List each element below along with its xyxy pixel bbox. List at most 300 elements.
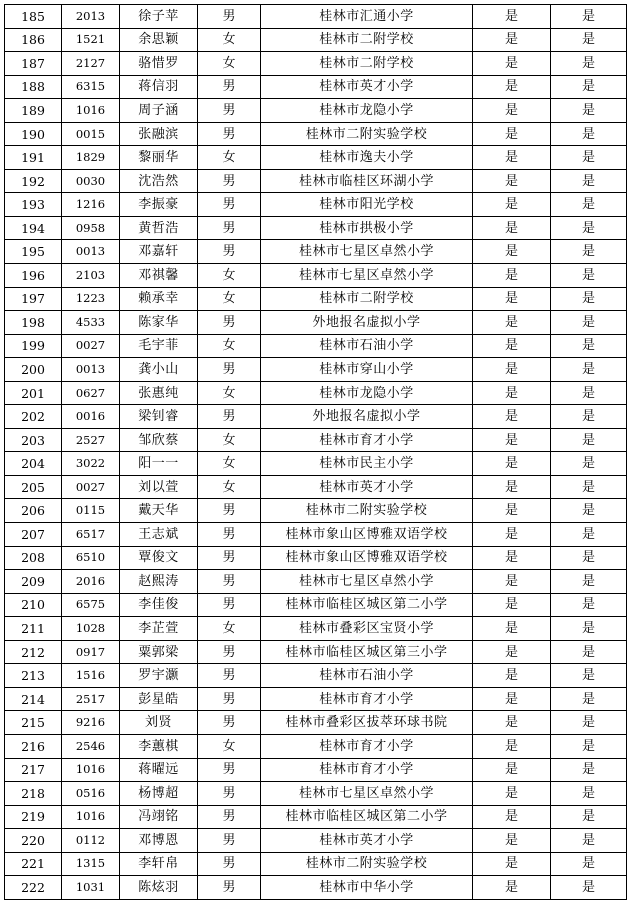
flag-two-cell: 是 — [551, 52, 627, 76]
student-name-cell: 粟郭梁 — [120, 640, 198, 664]
flag-two-cell: 是 — [551, 264, 627, 288]
flag-one-cell: 是 — [473, 52, 551, 76]
gender-cell: 女 — [198, 475, 261, 499]
student-name-cell: 彭星皓 — [120, 687, 198, 711]
gender-cell: 男 — [198, 216, 261, 240]
flag-one-cell: 是 — [473, 475, 551, 499]
student-id-cell: 2517 — [62, 687, 120, 711]
student-name-cell: 邓博恩 — [120, 829, 198, 853]
table-row — [5, 452, 627, 476]
school-cell: 桂林市叠彩区拔萃环球书院 — [261, 711, 473, 735]
student-name-cell: 黎丽华 — [120, 146, 198, 170]
student-id-cell: 1031 — [62, 876, 120, 900]
flag-one-cell: 是 — [473, 311, 551, 335]
school-cell: 桂林市穿山小学 — [261, 358, 473, 382]
flag-one-cell: 是 — [473, 169, 551, 193]
student-id-cell: 0027 — [62, 475, 120, 499]
serial-number-cell: 187 — [5, 52, 62, 76]
gender-cell: 女 — [198, 264, 261, 288]
student-id-cell: 1028 — [62, 617, 120, 641]
gender-cell: 女 — [198, 334, 261, 358]
flag-one-cell: 是 — [473, 758, 551, 782]
student-name-cell: 邹欣蔡 — [120, 428, 198, 452]
serial-number-cell: 203 — [5, 428, 62, 452]
flag-one-cell: 是 — [473, 428, 551, 452]
table-row — [5, 169, 627, 193]
student-id-cell: 0013 — [62, 240, 120, 264]
student-id-cell: 0917 — [62, 640, 120, 664]
gender-cell: 男 — [198, 311, 261, 335]
flag-one-cell: 是 — [473, 240, 551, 264]
gender-cell: 女 — [198, 617, 261, 641]
table-row — [5, 852, 627, 876]
flag-two-cell: 是 — [551, 216, 627, 240]
student-name-cell: 张融滨 — [120, 122, 198, 146]
flag-one-cell: 是 — [473, 852, 551, 876]
table-row — [5, 311, 627, 335]
student-id-cell: 0516 — [62, 782, 120, 806]
student-id-cell: 6510 — [62, 546, 120, 570]
flag-two-cell: 是 — [551, 146, 627, 170]
gender-cell: 男 — [198, 122, 261, 146]
serial-number-cell: 192 — [5, 169, 62, 193]
gender-cell: 男 — [198, 711, 261, 735]
school-cell: 桂林市石油小学 — [261, 334, 473, 358]
student-name-cell: 赖承幸 — [120, 287, 198, 311]
gender-cell: 男 — [198, 358, 261, 382]
flag-two-cell: 是 — [551, 5, 627, 29]
school-cell: 桂林市二附实验学校 — [261, 852, 473, 876]
flag-one-cell: 是 — [473, 876, 551, 900]
student-name-cell: 阳一一 — [120, 452, 198, 476]
table-row — [5, 499, 627, 523]
flag-two-cell: 是 — [551, 687, 627, 711]
student-name-cell: 李轩帛 — [120, 852, 198, 876]
serial-number-cell: 199 — [5, 334, 62, 358]
gender-cell: 男 — [198, 664, 261, 688]
serial-number-cell: 200 — [5, 358, 62, 382]
serial-number-cell: 222 — [5, 876, 62, 900]
school-cell: 桂林市逸夫小学 — [261, 146, 473, 170]
flag-two-cell: 是 — [551, 664, 627, 688]
gender-cell: 女 — [198, 734, 261, 758]
student-id-cell: 1216 — [62, 193, 120, 217]
school-cell: 桂林市育才小学 — [261, 428, 473, 452]
gender-cell: 女 — [198, 146, 261, 170]
gender-cell: 女 — [198, 28, 261, 52]
table-row — [5, 734, 627, 758]
flag-two-cell: 是 — [551, 782, 627, 806]
table-row — [5, 640, 627, 664]
student-name-cell: 罗宇灏 — [120, 664, 198, 688]
flag-two-cell: 是 — [551, 570, 627, 594]
student-id-cell: 1829 — [62, 146, 120, 170]
flag-two-cell: 是 — [551, 381, 627, 405]
serial-number-cell: 191 — [5, 146, 62, 170]
serial-number-cell: 197 — [5, 287, 62, 311]
flag-two-cell: 是 — [551, 405, 627, 429]
student-id-cell: 0013 — [62, 358, 120, 382]
gender-cell: 男 — [198, 240, 261, 264]
student-name-cell: 沈浩然 — [120, 169, 198, 193]
student-id-cell: 1016 — [62, 805, 120, 829]
flag-one-cell: 是 — [473, 782, 551, 806]
student-name-cell: 邓祺馨 — [120, 264, 198, 288]
table-row — [5, 264, 627, 288]
serial-number-cell: 194 — [5, 216, 62, 240]
table-row — [5, 428, 627, 452]
school-cell: 桂林市石油小学 — [261, 664, 473, 688]
student-name-cell: 蒋曜远 — [120, 758, 198, 782]
table-row — [5, 334, 627, 358]
table-row — [5, 52, 627, 76]
gender-cell: 女 — [198, 287, 261, 311]
flag-two-cell: 是 — [551, 334, 627, 358]
student-name-cell: 李振豪 — [120, 193, 198, 217]
student-id-cell: 1223 — [62, 287, 120, 311]
serial-number-cell: 205 — [5, 475, 62, 499]
serial-number-cell: 188 — [5, 75, 62, 99]
table-row — [5, 876, 627, 900]
serial-number-cell: 202 — [5, 405, 62, 429]
student-id-cell: 0027 — [62, 334, 120, 358]
table-row — [5, 687, 627, 711]
student-id-cell: 2546 — [62, 734, 120, 758]
flag-two-cell: 是 — [551, 758, 627, 782]
student-name-cell: 刘以萱 — [120, 475, 198, 499]
flag-one-cell: 是 — [473, 358, 551, 382]
flag-one-cell: 是 — [473, 334, 551, 358]
flag-one-cell: 是 — [473, 193, 551, 217]
student-name-cell: 李蕙棋 — [120, 734, 198, 758]
school-cell: 桂林市临桂区城区第二小学 — [261, 593, 473, 617]
student-name-cell: 周子涵 — [120, 99, 198, 123]
flag-two-cell: 是 — [551, 287, 627, 311]
table-row — [5, 805, 627, 829]
table-body — [5, 5, 627, 900]
gender-cell: 男 — [198, 169, 261, 193]
serial-number-cell: 186 — [5, 28, 62, 52]
gender-cell: 男 — [198, 5, 261, 29]
flag-two-cell: 是 — [551, 805, 627, 829]
school-cell: 桂林市汇通小学 — [261, 5, 473, 29]
school-cell: 外地报名虚拟小学 — [261, 405, 473, 429]
student-name-cell: 陈家华 — [120, 311, 198, 335]
flag-one-cell: 是 — [473, 734, 551, 758]
serial-number-cell: 189 — [5, 99, 62, 123]
serial-number-cell: 221 — [5, 852, 62, 876]
flag-two-cell: 是 — [551, 876, 627, 900]
student-id-cell: 4533 — [62, 311, 120, 335]
gender-cell: 女 — [198, 428, 261, 452]
student-name-cell: 王志斌 — [120, 523, 198, 547]
school-cell: 桂林市象山区博雅双语学校 — [261, 523, 473, 547]
gender-cell: 男 — [198, 523, 261, 547]
table-row — [5, 593, 627, 617]
student-name-cell: 冯翊铭 — [120, 805, 198, 829]
student-name-cell: 杨博超 — [120, 782, 198, 806]
gender-cell: 男 — [198, 758, 261, 782]
student-id-cell: 1521 — [62, 28, 120, 52]
student-name-cell: 覃俊文 — [120, 546, 198, 570]
school-cell: 桂林市二附实验学校 — [261, 499, 473, 523]
student-list-table — [4, 4, 627, 900]
serial-number-cell: 212 — [5, 640, 62, 664]
school-cell: 桂林市龙隐小学 — [261, 99, 473, 123]
student-id-cell: 2527 — [62, 428, 120, 452]
gender-cell: 男 — [198, 876, 261, 900]
gender-cell: 男 — [198, 852, 261, 876]
serial-number-cell: 195 — [5, 240, 62, 264]
student-id-cell: 2127 — [62, 52, 120, 76]
student-name-cell: 蒋信羽 — [120, 75, 198, 99]
gender-cell: 男 — [198, 570, 261, 594]
school-cell: 桂林市英才小学 — [261, 829, 473, 853]
table-row — [5, 475, 627, 499]
flag-two-cell: 是 — [551, 311, 627, 335]
flag-one-cell: 是 — [473, 523, 551, 547]
flag-one-cell: 是 — [473, 264, 551, 288]
school-cell: 桂林市七星区卓然小学 — [261, 782, 473, 806]
student-id-cell: 0030 — [62, 169, 120, 193]
student-name-cell: 黄哲浩 — [120, 216, 198, 240]
school-cell: 桂林市七星区卓然小学 — [261, 264, 473, 288]
gender-cell: 女 — [198, 381, 261, 405]
gender-cell: 男 — [198, 782, 261, 806]
table-row — [5, 193, 627, 217]
flag-two-cell: 是 — [551, 169, 627, 193]
student-id-cell: 0016 — [62, 405, 120, 429]
gender-cell: 男 — [198, 499, 261, 523]
table-row — [5, 358, 627, 382]
school-cell: 桂林市育才小学 — [261, 734, 473, 758]
flag-two-cell: 是 — [551, 122, 627, 146]
flag-one-cell: 是 — [473, 499, 551, 523]
flag-one-cell: 是 — [473, 5, 551, 29]
flag-one-cell: 是 — [473, 216, 551, 240]
school-cell: 桂林市二附学校 — [261, 52, 473, 76]
gender-cell: 男 — [198, 593, 261, 617]
flag-one-cell: 是 — [473, 99, 551, 123]
gender-cell: 男 — [198, 805, 261, 829]
table-row — [5, 122, 627, 146]
flag-one-cell: 是 — [473, 405, 551, 429]
flag-one-cell: 是 — [473, 711, 551, 735]
student-id-cell: 6315 — [62, 75, 120, 99]
serial-number-cell: 213 — [5, 664, 62, 688]
school-cell: 桂林市英才小学 — [261, 475, 473, 499]
flag-two-cell: 是 — [551, 28, 627, 52]
student-id-cell: 1016 — [62, 758, 120, 782]
student-id-cell: 0015 — [62, 122, 120, 146]
student-name-cell: 张惠纯 — [120, 381, 198, 405]
flag-one-cell: 是 — [473, 381, 551, 405]
flag-two-cell: 是 — [551, 617, 627, 641]
flag-one-cell: 是 — [473, 75, 551, 99]
flag-one-cell: 是 — [473, 640, 551, 664]
serial-number-cell: 208 — [5, 546, 62, 570]
flag-two-cell: 是 — [551, 475, 627, 499]
student-name-cell: 李芷萱 — [120, 617, 198, 641]
serial-number-cell: 190 — [5, 122, 62, 146]
gender-cell: 男 — [198, 640, 261, 664]
student-id-cell: 1315 — [62, 852, 120, 876]
flag-two-cell: 是 — [551, 711, 627, 735]
flag-two-cell: 是 — [551, 452, 627, 476]
school-cell: 桂林市二附学校 — [261, 287, 473, 311]
gender-cell: 男 — [198, 75, 261, 99]
flag-one-cell: 是 — [473, 687, 551, 711]
student-id-cell: 9216 — [62, 711, 120, 735]
school-cell: 桂林市临桂区环湖小学 — [261, 169, 473, 193]
table-row — [5, 782, 627, 806]
table-row — [5, 240, 627, 264]
flag-one-cell: 是 — [473, 287, 551, 311]
school-cell: 桂林市育才小学 — [261, 687, 473, 711]
table-row — [5, 28, 627, 52]
flag-two-cell: 是 — [551, 193, 627, 217]
table-row — [5, 664, 627, 688]
flag-two-cell: 是 — [551, 640, 627, 664]
gender-cell: 男 — [198, 687, 261, 711]
school-cell: 桂林市临桂区城区第三小学 — [261, 640, 473, 664]
school-cell: 桂林市七星区卓然小学 — [261, 240, 473, 264]
flag-one-cell: 是 — [473, 122, 551, 146]
school-cell: 桂林市英才小学 — [261, 75, 473, 99]
serial-number-cell: 214 — [5, 687, 62, 711]
serial-number-cell: 185 — [5, 5, 62, 29]
serial-number-cell: 218 — [5, 782, 62, 806]
school-cell: 桂林市龙隐小学 — [261, 381, 473, 405]
flag-two-cell: 是 — [551, 240, 627, 264]
school-cell: 桂林市民主小学 — [261, 452, 473, 476]
table-row — [5, 5, 627, 29]
table-row — [5, 216, 627, 240]
school-cell: 桂林市中华小学 — [261, 876, 473, 900]
student-id-cell: 2013 — [62, 5, 120, 29]
table-row — [5, 758, 627, 782]
gender-cell: 男 — [198, 546, 261, 570]
school-cell: 桂林市二附学校 — [261, 28, 473, 52]
flag-one-cell: 是 — [473, 570, 551, 594]
flag-one-cell: 是 — [473, 146, 551, 170]
student-id-cell: 0115 — [62, 499, 120, 523]
student-name-cell: 龚小山 — [120, 358, 198, 382]
serial-number-cell: 204 — [5, 452, 62, 476]
flag-one-cell: 是 — [473, 593, 551, 617]
serial-number-cell: 211 — [5, 617, 62, 641]
school-cell: 桂林市育才小学 — [261, 758, 473, 782]
flag-two-cell: 是 — [551, 428, 627, 452]
student-id-cell: 0112 — [62, 829, 120, 853]
student-id-cell: 6517 — [62, 523, 120, 547]
student-id-cell: 3022 — [62, 452, 120, 476]
serial-number-cell: 201 — [5, 381, 62, 405]
serial-number-cell: 219 — [5, 805, 62, 829]
table-row — [5, 711, 627, 735]
serial-number-cell: 210 — [5, 593, 62, 617]
school-cell: 桂林市阳光学校 — [261, 193, 473, 217]
table-row — [5, 381, 627, 405]
student-id-cell: 1016 — [62, 99, 120, 123]
student-id-cell: 0958 — [62, 216, 120, 240]
serial-number-cell: 216 — [5, 734, 62, 758]
serial-number-cell: 215 — [5, 711, 62, 735]
table-row — [5, 617, 627, 641]
gender-cell: 男 — [198, 99, 261, 123]
student-name-cell: 梁钊睿 — [120, 405, 198, 429]
flag-two-cell: 是 — [551, 593, 627, 617]
serial-number-cell: 207 — [5, 523, 62, 547]
student-name-cell: 徐子苹 — [120, 5, 198, 29]
school-cell: 桂林市临桂区城区第二小学 — [261, 805, 473, 829]
flag-one-cell: 是 — [473, 829, 551, 853]
flag-two-cell: 是 — [551, 99, 627, 123]
student-name-cell: 余思颖 — [120, 28, 198, 52]
flag-one-cell: 是 — [473, 805, 551, 829]
serial-number-cell: 198 — [5, 311, 62, 335]
student-name-cell: 骆惜罗 — [120, 52, 198, 76]
student-id-cell: 2016 — [62, 570, 120, 594]
table-row — [5, 523, 627, 547]
flag-one-cell: 是 — [473, 546, 551, 570]
student-name-cell: 赵熙涛 — [120, 570, 198, 594]
flag-two-cell: 是 — [551, 523, 627, 547]
student-name-cell: 戴天华 — [120, 499, 198, 523]
flag-two-cell: 是 — [551, 358, 627, 382]
serial-number-cell: 196 — [5, 264, 62, 288]
student-name-cell: 李佳俊 — [120, 593, 198, 617]
flag-two-cell: 是 — [551, 75, 627, 99]
gender-cell: 女 — [198, 452, 261, 476]
school-cell: 桂林市象山区博雅双语学校 — [261, 546, 473, 570]
gender-cell: 男 — [198, 829, 261, 853]
student-id-cell: 1516 — [62, 664, 120, 688]
table-row — [5, 146, 627, 170]
serial-number-cell: 209 — [5, 570, 62, 594]
flag-one-cell: 是 — [473, 28, 551, 52]
table-row — [5, 75, 627, 99]
flag-one-cell: 是 — [473, 452, 551, 476]
flag-two-cell: 是 — [551, 499, 627, 523]
student-name-cell: 邓嘉轩 — [120, 240, 198, 264]
student-name-cell: 陈炫羽 — [120, 876, 198, 900]
table-row — [5, 99, 627, 123]
school-cell: 桂林市二附实验学校 — [261, 122, 473, 146]
flag-one-cell: 是 — [473, 664, 551, 688]
school-cell: 外地报名虚拟小学 — [261, 311, 473, 335]
school-cell: 桂林市七星区卓然小学 — [261, 570, 473, 594]
flag-two-cell: 是 — [551, 829, 627, 853]
table-row — [5, 829, 627, 853]
table-row — [5, 405, 627, 429]
student-name-cell: 毛宇菲 — [120, 334, 198, 358]
student-name-cell: 刘贤 — [120, 711, 198, 735]
student-id-cell: 0627 — [62, 381, 120, 405]
school-cell: 桂林市叠彩区宝贤小学 — [261, 617, 473, 641]
serial-number-cell: 206 — [5, 499, 62, 523]
flag-two-cell: 是 — [551, 852, 627, 876]
student-id-cell: 2103 — [62, 264, 120, 288]
gender-cell: 女 — [198, 52, 261, 76]
gender-cell: 男 — [198, 405, 261, 429]
gender-cell: 男 — [198, 193, 261, 217]
table-row — [5, 570, 627, 594]
serial-number-cell: 193 — [5, 193, 62, 217]
flag-one-cell: 是 — [473, 617, 551, 641]
flag-two-cell: 是 — [551, 734, 627, 758]
student-id-cell: 6575 — [62, 593, 120, 617]
